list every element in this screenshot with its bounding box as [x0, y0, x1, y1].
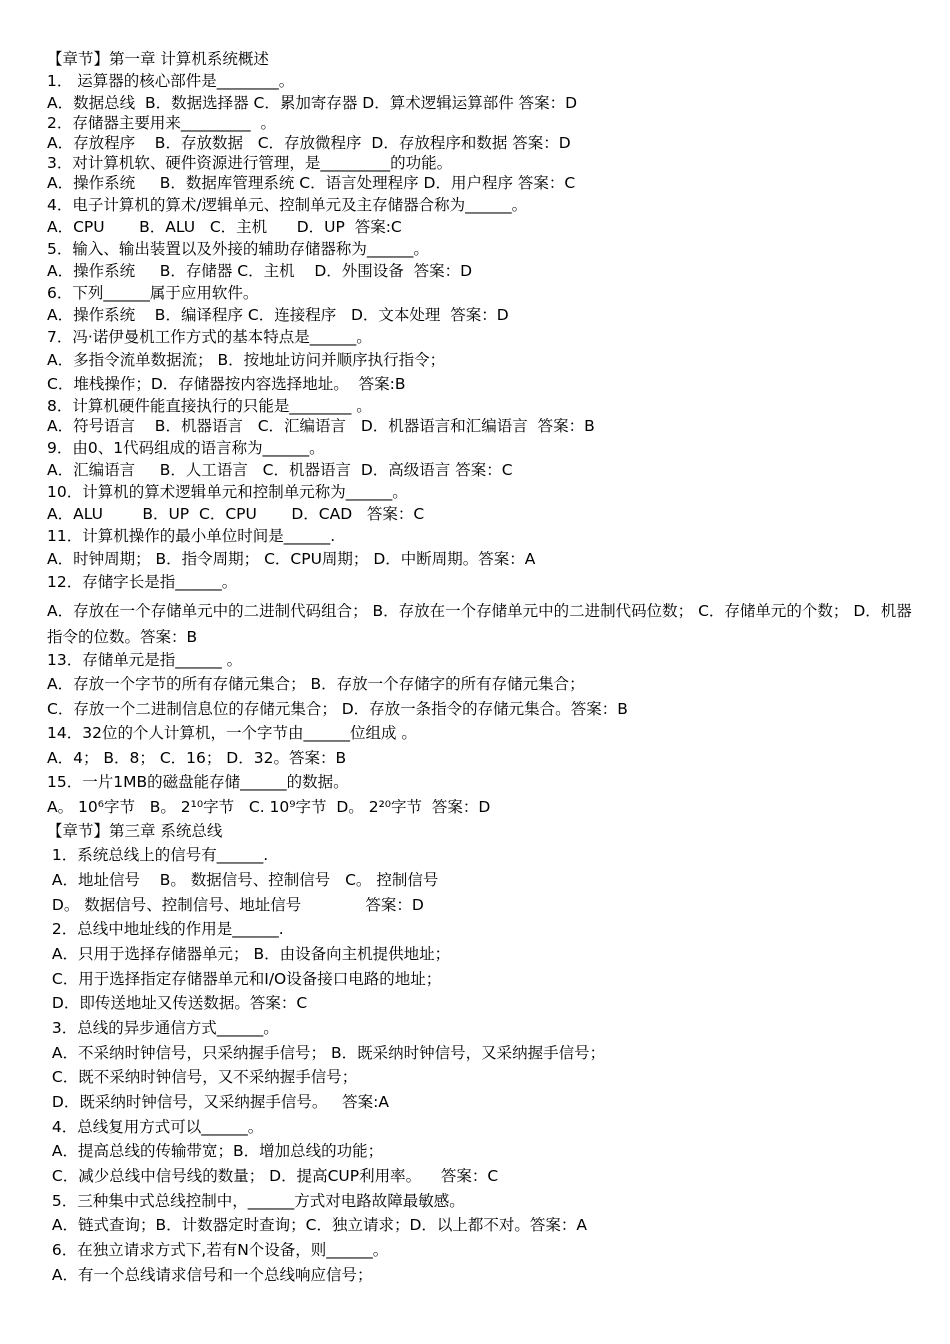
question-15-options: A。 10⁶字节 B。 2¹⁰字节 C. 10⁹字节 D。 2²⁰字节 答案：D	[47, 798, 491, 816]
bus-question-4: 4．总线复用方式可以______。	[47, 1118, 264, 1136]
bus-question-5-options: A．链式查询；B．计数器定时查询；C．独立请求；D．以上都不对。答案：A	[47, 1216, 588, 1234]
question-1-options: A．数据总线 B．数据选择器 C．累加寄存器 D．算术逻辑运算部件 答案：D	[47, 94, 578, 112]
bus-question-1-options-d: D。 数据信号、控制信号、地址信号 答案：D	[47, 896, 424, 914]
bus-question-3-option-c: C．既不采纳时钟信号，又不采纳握手信号；	[47, 1068, 358, 1086]
question-14-options: A．4； B．8； C．16； D．32。答案：B	[47, 749, 347, 767]
question-12-options: A．存放在一个存储单元中的二进制代码组合； B．存放在一个存储单元中的二进制代码位数； C．存储单元的个数； D．机器指令的位数。答案：B	[47, 602, 912, 646]
bus-question-3-option-d: D．既采纳时钟信号，又采纳握手信号。 答案:A	[47, 1093, 389, 1111]
bus-question-2: 2．总线中地址线的作用是______.	[47, 920, 284, 938]
question-2: 2．存储器主要用来_________ 。	[47, 114, 276, 132]
question-11-options: A．时钟周期； B．指令周期； C．CPU周期； D．中断周期。答案：A	[47, 550, 536, 568]
question-13-options-c: C．存放一个二进制信息位的存储元集合； D．存放一条指令的存储元集合。答案：B	[47, 700, 628, 718]
question-9: 9．由0、1代码组成的语言称为______。	[47, 439, 325, 457]
question-15: 15．一片1MB的磁盘能存储______的数据。	[47, 773, 349, 791]
question-3: 3．对计算机软、硬件资源进行管理，是_________的功能。	[47, 154, 453, 172]
question-5: 5．输入、输出装置以及外接的辅助存储器称为______。	[47, 240, 429, 258]
question-2-options: A．存放程序 B．存放数据 C．存放微程序 D．存放程序和数据 答案：D	[47, 134, 571, 152]
question-10-options: A．ALU B．UP C．CPU D．CAD 答案：C	[47, 505, 425, 523]
question-5-options: A．操作系统 B．存储器 C．主机 D．外围设备 答案：D	[47, 262, 473, 280]
chapter-3-heading: 【章节】第三章 系统总线	[47, 822, 223, 840]
question-10: 10．计算机的算术逻辑单元和控制单元称为______。	[47, 483, 408, 501]
question-7: 7．冯·诺伊曼机工作方式的基本特点是______。	[47, 328, 372, 346]
question-4-options: A．CPU B．ALU C．主机 D．UP 答案:C	[47, 218, 402, 236]
question-3-options: A．操作系统 B．数据库管理系统 C．语言处理程序 D．用户程序 答案：C	[47, 174, 576, 192]
question-4: 4．电子计算机的算术/逻辑单元、控制单元及主存储器合称为______。	[47, 196, 528, 214]
question-13: 13．存储单元是指______ 。	[47, 651, 243, 669]
bus-question-5: 5．三种集中式总线控制中，______方式对电路故障最敏感。	[47, 1192, 465, 1210]
bus-question-3: 3．总线的异步通信方式______。	[47, 1019, 279, 1037]
question-1: 1． 运算器的核心部件是________。	[47, 72, 295, 90]
bus-question-4-option-c: C．减少总线中信号线的数量； D．提高CUP利用率。 答案：C	[47, 1167, 499, 1185]
question-7-options-a: A．多指令流单数据流； B．按地址访问并顺序执行指令；	[47, 351, 446, 369]
question-9-options: A．汇编语言 B．人工语言 C．机器语言 D．高级语言 答案：C	[47, 461, 513, 479]
bus-question-1-options-a: A．地址信号 B。 数据信号、控制信号 C。 控制信号	[47, 871, 439, 889]
question-6-options: A．操作系统 B．编译程序 C．连接程序 D．文本处理 答案：D	[47, 306, 509, 324]
bus-question-2-option-a: A．只用于选择存储器单元； B．由设备向主机提供地址；	[47, 945, 451, 963]
bus-question-1: 1．系统总线上的信号有______.	[47, 846, 269, 864]
question-13-options-a: A．存放一个字节的所有存储元集合； B．存放一个存储字的所有存储元集合；	[47, 675, 585, 693]
question-6: 6．下列______属于应用软件。	[47, 284, 259, 302]
question-7-options-c: C．堆栈操作；D．存储器按内容选择地址。 答案:B	[47, 375, 406, 393]
question-8-options: A．符号语言 B．机器语言 C．汇编语言 D．机器语言和汇编语言 答案：B	[47, 417, 595, 435]
bus-question-6: 6．在独立请求方式下,若有N个设备，则______。	[47, 1241, 389, 1259]
bus-question-4-option-a: A．提高总线的传输带宽；B．增加总线的功能；	[47, 1142, 384, 1160]
question-12: 12．存储字长是指______。	[47, 573, 238, 591]
question-14: 14．32位的个人计算机，一个字节由______位组成 。	[47, 724, 417, 742]
question-11: 11．计算机操作的最小单位时间是______.	[47, 527, 336, 545]
bus-question-6-option-a: A．有一个总线请求信号和一个总线响应信号；	[47, 1266, 373, 1284]
bus-question-2-option-d: D．即传送地址又传送数据。答案：C	[47, 994, 308, 1012]
bus-question-2-option-c: C．用于选择指定存储器单元和I/O设备接口电路的地址；	[47, 970, 442, 988]
chapter-1-heading: 【章节】第一章 计算机系统概述	[47, 50, 269, 68]
bus-question-3-option-a: A．不采纳时钟信号，只采纳握手信号； B．既采纳时钟信号，又采纳握手信号；	[47, 1044, 606, 1062]
question-8: 8．计算机硬件能直接执行的只能是________ 。	[47, 397, 372, 415]
